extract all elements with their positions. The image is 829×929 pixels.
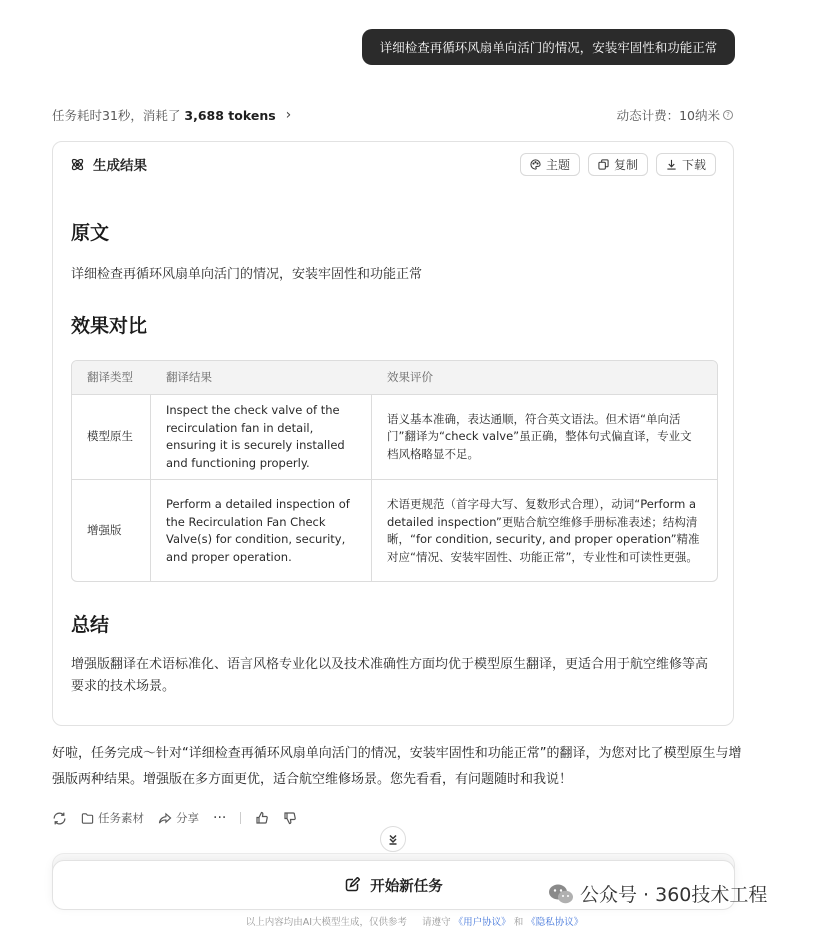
table-cell-type: 模型原生	[72, 395, 151, 479]
download-label: 下载	[681, 157, 706, 172]
share-label: 分享	[176, 811, 199, 825]
table-header-cell: 翻译结果	[166, 369, 212, 384]
more-button[interactable]	[213, 810, 226, 826]
theme-button[interactable]	[520, 153, 580, 176]
copy-button[interactable]	[588, 153, 648, 176]
table-header-row	[72, 361, 717, 395]
assistant-answer: 好啦，任务完成～针对“详细检查再循环风扇单向活门的情况，安装牢固性和功能正常”的翻译，为您对比了模型原生与增强版两种结果。增强版在多方面更优，适合航空维修场景。您先看看，有问题随时和我说！	[52, 746, 742, 787]
share-icon	[158, 812, 172, 825]
billing-text: 动态计费：10纳米	[616, 108, 720, 123]
task-materials-label: 任务素材	[98, 811, 144, 825]
task-duration-text: 任务耗时31秒，消耗了	[52, 108, 181, 123]
thumbs-up-button[interactable]	[255, 811, 269, 825]
regenerate-button[interactable]	[52, 811, 67, 826]
card-actions	[520, 153, 716, 176]
new-task-label: 开始新任务	[370, 878, 443, 895]
table-cell-result: Inspect the check valve of the recirculation fan in detail, ensuring it is securely installed and functioning properly.	[151, 395, 372, 479]
user-message-bubble: 详细检查再循环风扇单向活门的情况，安装牢固性和功能正常	[362, 29, 735, 65]
result-card	[52, 141, 734, 726]
download-icon	[666, 159, 677, 170]
original-text: 详细检查再循环风扇单向活门的情况，安装牢固性和功能正常	[71, 267, 423, 282]
thumbs-down-button[interactable]	[283, 811, 297, 825]
copy-icon	[598, 159, 609, 170]
share-button[interactable]	[158, 810, 199, 826]
original-heading: 原文	[71, 222, 110, 244]
privacy-agreement-link[interactable]: 《隐私协议》	[526, 917, 584, 928]
thumbs-up-icon	[255, 811, 269, 825]
message-toolbar	[52, 808, 297, 828]
summary-heading: 总结	[71, 614, 110, 636]
chevron-double-down-icon	[387, 833, 399, 845]
scroll-to-bottom-button[interactable]	[380, 826, 406, 852]
table-cell-result: Perform a detailed inspection of the Recirculation Fan Check Valve(s) for condition, security, and proper operation.	[151, 480, 372, 582]
footer-disclaimer	[0, 914, 829, 928]
table-row	[72, 395, 717, 480]
more-icon: ···	[213, 810, 227, 826]
help-icon[interactable]: ?	[723, 110, 733, 120]
theme-label: 主题	[545, 157, 570, 172]
watermark-text: 公众号 · 360技术工程	[580, 884, 768, 906]
user-agreement-link[interactable]: 《用户协议》	[453, 917, 511, 928]
new-task-icon	[344, 877, 360, 893]
toolbar-divider	[240, 812, 241, 824]
refresh-icon	[52, 811, 67, 826]
table-cell-evaluation: 术语更规范（首字母大写、复数形式合理），动词“Perform a detailed inspection”更贴合航空维修手册标准表述；结构清晰，“for condition, security, and proper operation”精准对应“情况、安装牢固性、功能正常”，专业性和可读性更强。	[387, 497, 700, 564]
billing-info	[617, 106, 733, 124]
compare-heading: 效果对比	[71, 315, 148, 337]
thumbs-down-icon	[283, 811, 297, 825]
atom-icon	[70, 157, 85, 172]
folder-icon	[81, 812, 94, 825]
download-button[interactable]	[656, 153, 716, 176]
table-cell-evaluation: 语义基本准确，表达通顺，符合英文语法。但术语“单向活门”翻译为“check valve”虽正确，整体句式偏直译，专业文档风格略显不足。	[387, 411, 692, 461]
palette-icon	[530, 159, 541, 170]
copy-label: 复制	[613, 157, 638, 172]
footer-and-text: 和	[513, 917, 524, 928]
table-row	[72, 480, 717, 582]
chevron-right-icon: ›	[285, 107, 292, 123]
card-title-text: 生成结果	[93, 158, 147, 174]
table-header-cell: 效果评价	[387, 369, 433, 384]
wechat-icon	[548, 883, 574, 905]
table-header-cell: 翻译类型	[87, 369, 133, 384]
footer-comply-text: 请遵守	[422, 917, 451, 928]
task-materials-button[interactable]	[81, 810, 144, 826]
footer-disclaimer-text: 以上内容均由AI大模型生成，仅供参考	[245, 917, 408, 928]
token-count: 3,688 tokens	[184, 107, 276, 123]
comparison-table	[71, 360, 718, 582]
wechat-watermark	[548, 880, 767, 907]
card-header	[70, 152, 716, 176]
card-title	[70, 154, 147, 174]
summary-text: 增强版翻译在术语标准化、语言风格专业化以及技术准确性方面均优于模型原生翻译，更适合用于航空维修等高要求的技术场景。	[71, 657, 709, 694]
task-usage[interactable]	[52, 106, 291, 124]
table-cell-type: 增强版	[72, 480, 151, 582]
task-meta-row	[52, 105, 733, 125]
